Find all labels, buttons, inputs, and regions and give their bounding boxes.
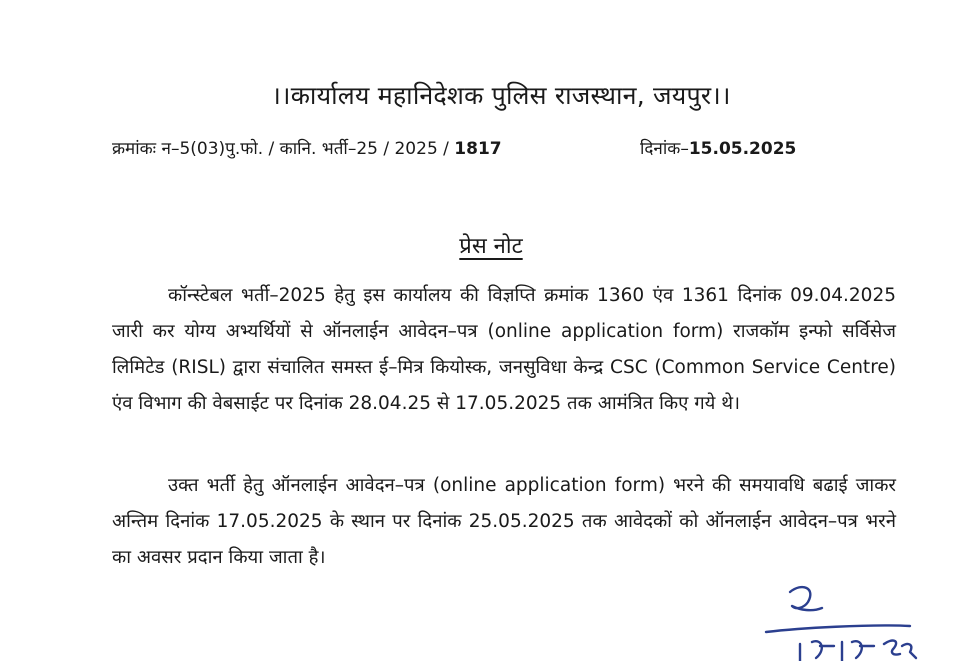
- handwritten-signature-icon: [760, 580, 960, 661]
- reference-number: [112, 136, 502, 159]
- paragraph-1: कॉन्स्टेबल भर्ती–2025 हेतु इस कार्यालय की विज्ञप्ति क्रमांक 1360 एंव 1361 दिनांक 09.04.2025 जारी कर योग्य अभ्यर्थियों से ऑनलाईन आवेदन–पत्र (online application form) राजकॉम इन्फो सर्विसेज लिमिटेड (RISL) द्वारा संचालित समस्त ई–मित्र कियोस्क, जनसुविधा केन्द्र CSC (Common Service Centre) एंव विभाग की वेबसाईट पर दिनांक 28.04.25 से 17.05.2025 तक आमंत्रित किए गये थे।: [112, 285, 896, 414]
- press-note-title-wrap: [0, 230, 962, 260]
- reference-number-prefix: क्रमांकः न–5(03)पु.फो. / कानि. भर्ती–25 / 2025 /: [112, 139, 455, 159]
- reference-number-bold: 1817: [454, 139, 502, 159]
- paragraph-2: उक्त भर्ती हेतु ऑनलाईन आवेदन–पत्र (online application form) भरने की समयावधि बढाई जाकर अन्तिम दिनांक 17.05.2025 के स्थान पर दिनांक 25.05.2025 तक आवेदकों को ऑनलाईन आवेदन–पत्र भरने का अवसर प्रदान किया जाता है।: [112, 475, 896, 568]
- reference-date: [640, 136, 796, 159]
- press-note-title: प्रेस नोट: [459, 234, 523, 259]
- date-label: दिनांक–: [640, 139, 689, 159]
- date-value: 15.05.2025: [688, 139, 797, 159]
- office-heading: ।।कार्यालय महानिदेशक पुलिस राजस्थान, जयपुर।।: [271, 81, 731, 110]
